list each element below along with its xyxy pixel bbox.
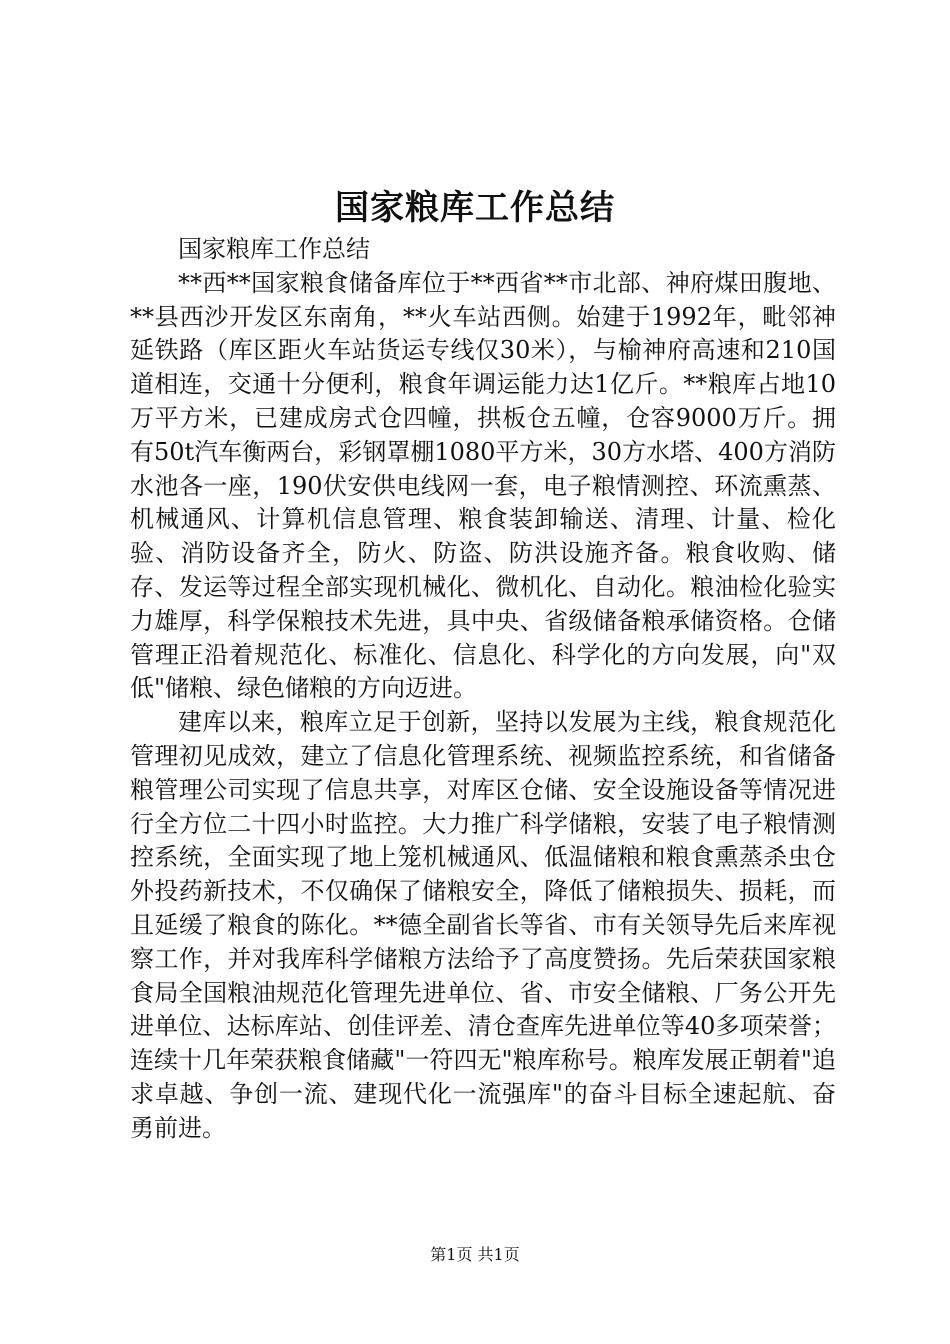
document-title: 国家粮库工作总结: [335, 188, 615, 228]
page-footer: 第1页 共1页: [430, 1245, 520, 1264]
paragraph-achievements: 建库以来，粮库立足于创新，坚持以发展为主线，粮食规范化管理初见成效，建立了信息化管理系统、视频监控系统，和省储备粮管理公司实现了信息共享，对库区仓储、安全设施设备等情况进行全方位二十四小时监控。大力推广科学储粮，安装了电子粮情测控系统，全面实现了地上笼机械通风、低温储粮和粮食熏蒸杀虫仓外投药新技术，不仅确保了储粮安全，降低了储粮损失、损耗，而且延缓了粮食的陈化。**德全副省长等省、市有关领导先后来库视察工作，并对我库科学储粮方法给予了高度赞扬。先后荣获国家粮食局全国粮油规范化管理先进单位、省、市安全储粮、厂务公开先进单位、达标库站、创佳评差、清仓查库先进单位等40多项荣誉；连续十几年荣获粮食储藏"一符四无"粮库称号。粮库发展正朝着"追求卓越、争创一流、建现代化一流强库"的奋斗目标全速起航、奋勇前进。: [130, 708, 836, 1142]
paragraph-subtitle: 国家粮库工作总结: [178, 235, 370, 263]
document-body: [130, 233, 836, 1146]
paragraph-intro: **西**国家粮食储备库位于**西省**市北部、神府煤田腹地、**县西沙开发区东南角，**火车站西侧。始建于1992年，毗邻神延铁路（库区距火车站货运专线仅30米），与榆神府高速和210国道相连，交通十分便利，粮食年调运能力达1亿斤。**粮库占地10万平方米，已建成房式仓四幢，拱板仓五幢，仓容9000万斤。拥有50t汽车衡两台，彩钢罩棚1080平方米，30方水塔、400方消防水池各一座，190伏安供电线网一套，电子粮情测控、环流熏蒸、机械通风、计算机信息管理、粮食装卸输送、清理、计量、检化验、消防设备齐全，防火、防盗、防洪设施齐备。粮食收购、储存、发运等过程全部实现机械化、微机化、自动化。粮油检化验实力雄厚，科学保粮技术先进，具中央、省级储备粮承储资格。仓储管理正沿着规范化、标准化、信息化、科学化的方向发展，向"双低"储粮、绿色储粮的方向迈进。: [130, 268, 836, 703]
